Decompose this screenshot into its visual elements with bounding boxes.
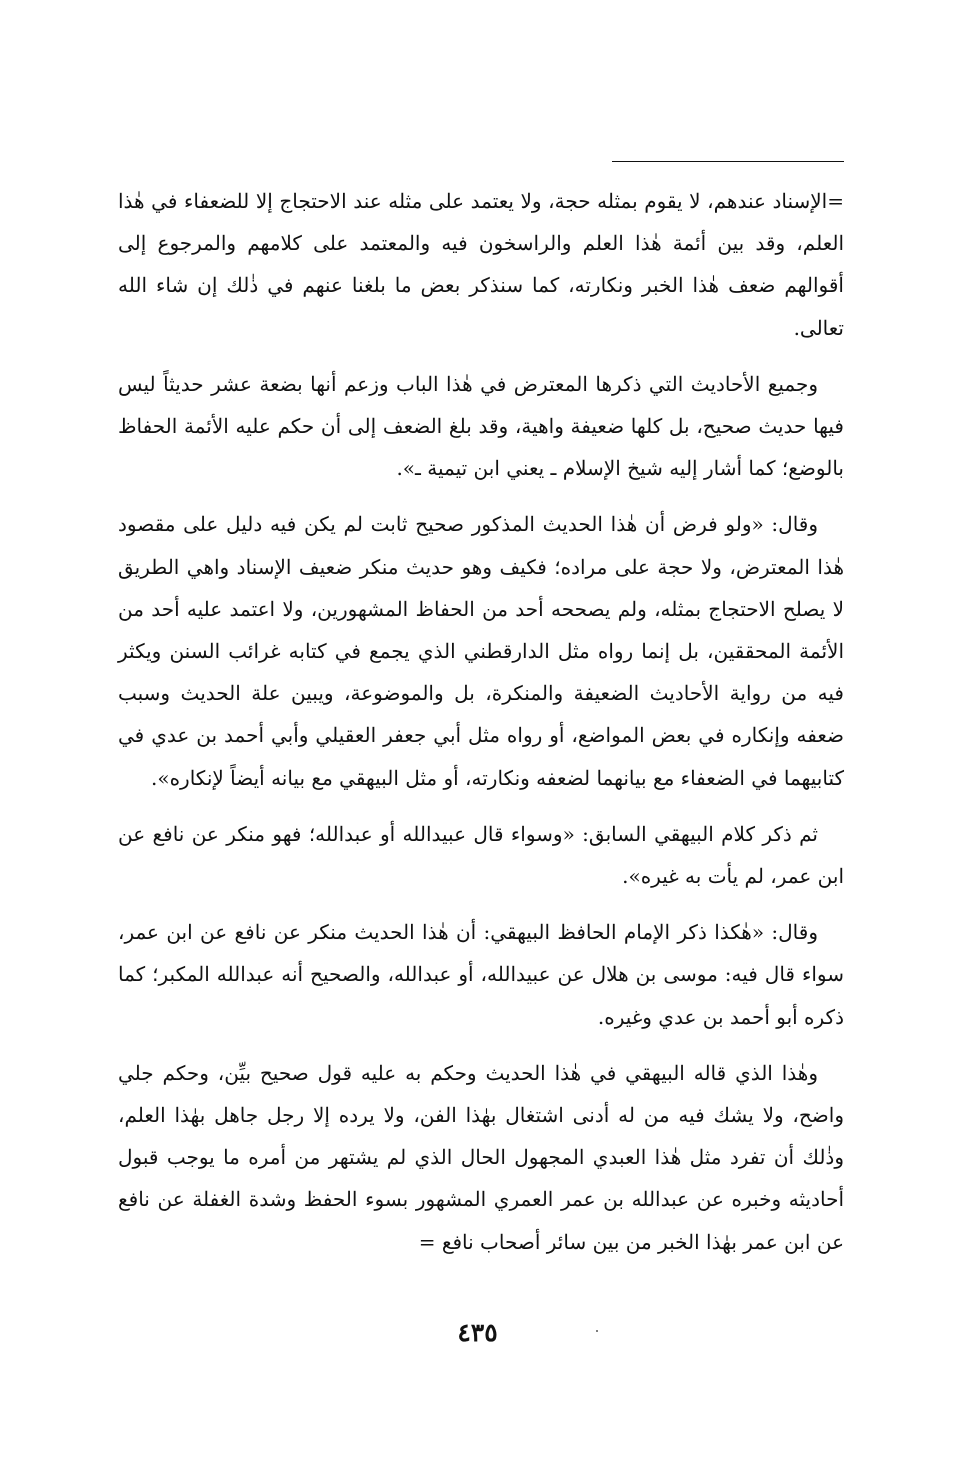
- footnote-paragraph: وجميع الأحاديث التي ذكرها المعترض في هٰذا الباب وزعم أنها بضعة عشر حديثاً ليس فيها حديث صحيح، بل كلها ضعيفة واهية، وقد بلغ الضعف إلى أن حكم عليه الأئمة الحفاظ بالوضع؛ كما أشار إليه شيخ الإسلام ـ يعني ابن تيمية ـ».: [118, 371, 844, 481]
- footnote-text: [118, 180, 844, 1277]
- footnote-paragraph: =الإسناد عندهم، لا يقوم بمثله حجة، ولا يعتمد على مثله عند الاحتجاج إلا للضعفاء في هٰذا العلم، وقد بين أئمة هٰذا العلم والراسخون فيه والمعتمد على كلامهم والمرجوع إلى أقوالهم ضعف هٰذا الخبر ونكارته، كما سنذكر بعض ما بلغنا عنهم في ذٰلك إن شاء الله تعالى.: [118, 189, 845, 340]
- scan-speck: [596, 1330, 598, 1332]
- page-number: ٤٣٥: [457, 1318, 498, 1347]
- footnote-paragraph: وهٰذا الذي قاله البيهقي في هٰذا الحديث وحكم به عليه قول صحيح بيِّن، وحكم جلي واضح، ولا يشك فيه من له أدنى اشتغال بهٰذا الفن، ولا يرده إلا رجل جاهل بهٰذا العلم، وذٰلك أن تفرد مثل هٰذا العبدي المجهول الحال الذي لم يشتهر من أمره ما يوجب قبول أحاديثه وخبره عن عبدالله بن عمر العمري المشهور بسوء الحفظ وشدة الغفلة عن نافع عن ابن عمر بهٰذا الخبر من بين سائر أصحاب نافع =: [118, 1060, 844, 1254]
- footnote-paragraph: وقال: «ولو فرض أن هٰذا الحديث المذكور صحيح ثابت لم يكن فيه دليل على مقصود هٰذا المعترض، ولا حجة على مراده؛ فكيف وهو حديث منكر ضعيف الإسناد واهي الطريق لا يصلح الاحتجاج بمثله، ولم يصححه أحد من الحفاظ المشهورين، ولا اعتمد عليه أحد من الأئمة المحققين، بل إنما رواه مثل الدارقطني الذي يجمع في كتابه غرائب السنن ويكثر فيه من رواية الأحاديث الضعيفة والمنكرة، بل والموضوعة، ويبين علة الحديث وسبب ضعفه وإنكاره في بعض المواضع، أو رواه مثل أبي جعفر العقيلي وأبي أحمد بن عدي في كتابيهما في الضعفاء مع بيانهما لضعفه ونكارته، أو مثل البيهقي مع بيانه أيضاً لإنكاره».: [118, 512, 845, 790]
- footnote-separator-rule: [612, 161, 844, 162]
- footnote-paragraph: ثم ذكر كلام البيهقي السابق: «وسواء قال عبيدالله أو عبدالله؛ فهو منكر عن نافع عن ابن عمر، لم يأت به غيره».: [118, 821, 844, 889]
- footnote-paragraph: وقال: «هٰكذا ذكر الإمام الحافظ البيهقي: أن هٰذا الحديث منكر عن نافع عن ابن عمر، سواء قال فيه: موسى بن هلال عن عبيدالله، أو عبدالله، والصحيح أنه عبدالله المكبر؛ كما ذكره أبو أحمد بن عدي وغيره.: [118, 920, 844, 1029]
